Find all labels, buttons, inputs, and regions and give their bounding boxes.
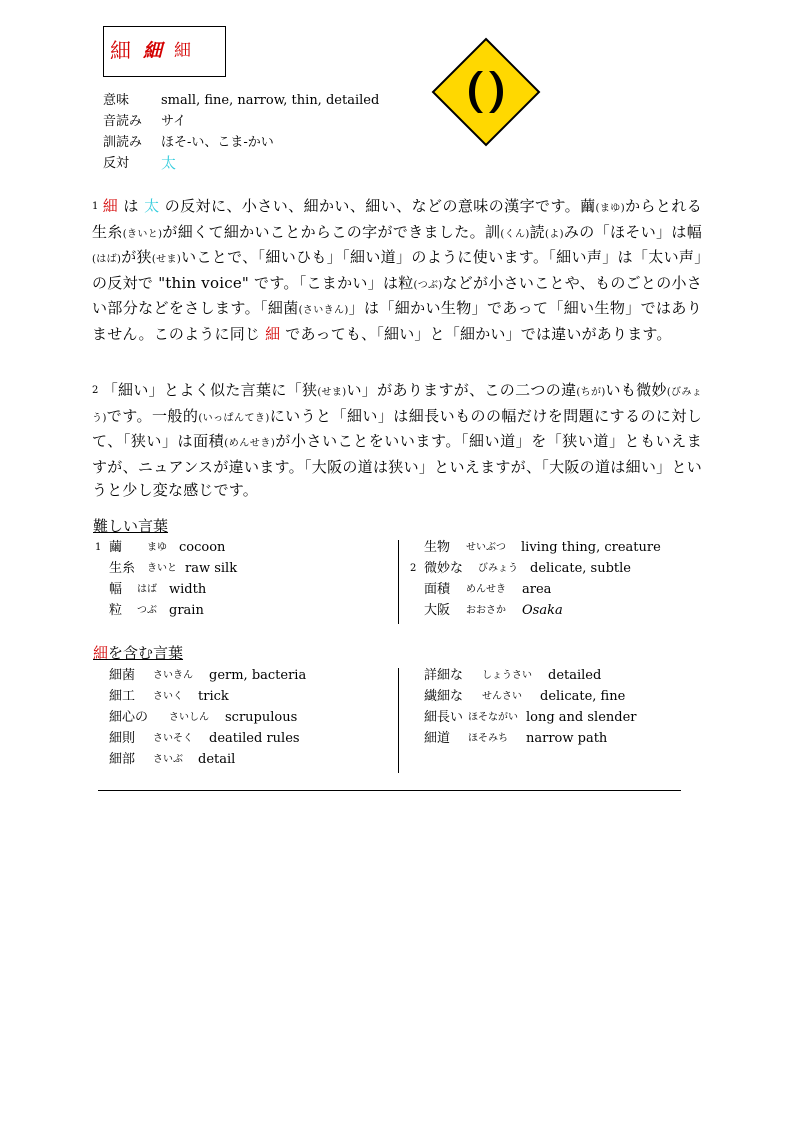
compound-kanji: 繊細な <box>424 689 464 704</box>
compound-reading: さいきん <box>153 670 193 681</box>
vocab-kanji: 微妙な <box>424 561 464 576</box>
ruby-reading: (せま) <box>151 254 181 265</box>
text: にいうと「細い」は細長いものの幅だけを問題にするのに対して、「狭い」は面積 <box>92 406 702 450</box>
vocab-english: area <box>522 582 552 597</box>
ruby-reading: (めんせき) <box>224 438 276 449</box>
opposite-value: 太 <box>161 154 177 172</box>
ruby-reading: (さいきん) <box>298 305 349 316</box>
text: いも微妙 <box>605 381 667 399</box>
vocab-reading: めんせき <box>466 584 506 595</box>
compound-english: scrupulous <box>225 710 298 725</box>
vocab-row <box>95 579 395 600</box>
compound-english: trick <box>198 689 229 704</box>
vocab-english: delicate, subtle <box>530 561 631 576</box>
meaning-row <box>103 90 379 111</box>
vocab-english: raw silk <box>185 561 238 576</box>
vocab-reading: はば <box>137 584 157 595</box>
ruby-reading: (はば) <box>92 254 122 265</box>
compound-reading: ほそながい <box>468 712 518 723</box>
vocab-number <box>410 537 424 558</box>
compound-english: deatiled rules <box>209 731 300 746</box>
compound-reading: しょうさい <box>482 670 532 681</box>
text: が狭 <box>121 248 152 266</box>
compound-reading: さいく <box>153 691 183 702</box>
ruby-reading: (いっぱんてき) <box>198 412 270 424</box>
compound-kanji: 詳細な <box>424 668 464 683</box>
vocab-row <box>410 579 710 600</box>
vocab-row <box>95 558 395 579</box>
compound-kanji: 細部 <box>109 752 136 767</box>
vocab-number: 2 <box>410 563 417 574</box>
ruby-reading: (ちが) <box>576 387 606 398</box>
vocab-english: cocoon <box>179 540 226 555</box>
vocab-row <box>410 558 710 579</box>
compounds-heading <box>93 642 183 663</box>
kanji-form-regular: 細 <box>110 39 131 63</box>
paragraph-number: 1 <box>92 201 99 212</box>
on-reading-value: サイ <box>161 114 187 129</box>
vocab-kanji: 粒 <box>109 603 123 618</box>
bottom-divider <box>98 790 681 791</box>
column-divider <box>398 540 399 624</box>
text: が小さいことをいいます。「細い道」を「狭い道」ともいえますが、ニュアンスが違います。「大阪の道は狭い」といえますが、「大阪の道は細い」というと少し変な感じです。 <box>92 432 702 499</box>
ruby-reading: (きいと) <box>122 228 163 240</box>
vocab-kanji: 大阪 <box>424 603 451 618</box>
vocab-row <box>95 537 395 558</box>
compound-reading: せんさい <box>482 691 522 702</box>
vocab-row <box>95 600 395 621</box>
text: の反対に、小さい、細かい、細い、などの意味の漢字です。繭 <box>159 197 596 215</box>
ruby-reading: (よ) <box>544 228 564 240</box>
compound-row <box>424 665 724 686</box>
text: です。一般的 <box>106 406 199 425</box>
on-reading-label: 音読み <box>103 114 143 129</box>
vocab-reading: びみょう <box>478 563 518 574</box>
compound-kanji: 細道 <box>424 731 451 746</box>
difficult-words-left <box>95 537 395 621</box>
vocab-number <box>95 579 109 600</box>
compound-row <box>109 686 394 707</box>
compound-row <box>109 707 394 728</box>
compounds-right <box>424 665 724 749</box>
vocab-number <box>95 558 109 579</box>
vocab-reading: まゆ <box>147 542 167 553</box>
compound-reading: さいしん <box>169 712 209 723</box>
kanji-form-small: 細 <box>174 41 192 61</box>
kanji-form-brush: 細 <box>143 40 163 62</box>
vocab-number <box>410 600 424 621</box>
vocab-number <box>410 579 424 600</box>
compound-english: detail <box>198 752 236 767</box>
meaning-label: 意味 <box>103 93 130 108</box>
ruby-reading: (びみょう) <box>92 387 702 424</box>
compound-row <box>424 707 724 728</box>
paragraph-1 <box>92 195 702 346</box>
heading-text: を含む言葉 <box>108 644 184 662</box>
kun-reading-value: ほそ-い、こま-かい <box>161 135 274 150</box>
meaning-value: small, fine, narrow, thin, detailed <box>161 93 380 108</box>
vocab-reading: つぶ <box>137 605 157 616</box>
ruby-reading: (まゆ) <box>595 203 625 214</box>
kun-reading-row <box>103 132 379 153</box>
text: は <box>118 197 145 215</box>
vocab-reading: おおさか <box>466 605 506 616</box>
vocab-kanji: 繭 <box>109 540 123 555</box>
compounds-left <box>109 665 394 770</box>
column-divider <box>398 668 399 773</box>
vocab-reading: せいぶつ <box>466 542 506 553</box>
compound-english: detailed <box>548 668 602 683</box>
opposite-row <box>103 153 379 174</box>
difficult-words-heading: 難しい言葉 <box>93 517 169 535</box>
compound-reading: さいそく <box>153 733 193 744</box>
compound-english: narrow path <box>526 731 608 746</box>
text: からとれる生糸 <box>92 197 702 241</box>
compound-kanji: 細心の <box>109 710 149 725</box>
paragraph-2 <box>92 379 702 503</box>
vocab-number: 1 <box>95 542 102 553</box>
heading-kanji: 細 <box>93 644 109 662</box>
compound-reading: ほそみち <box>468 733 508 744</box>
vocab-reading: きいと <box>147 563 177 574</box>
compound-reading: さいぶ <box>153 754 183 765</box>
compound-kanji: 細菌 <box>109 668 136 683</box>
compound-row <box>109 728 394 749</box>
on-reading-row <box>103 111 379 132</box>
ruby-reading: (つぶ) <box>413 279 443 291</box>
compound-kanji: 細工 <box>109 689 136 704</box>
vocab-kanji: 幅 <box>109 582 123 597</box>
text: いことで、「細いひも」「細い道」のように使います。「細い声」は「太い声」の反対で "thin voice" です。「こまかい」は粒 <box>92 248 702 292</box>
compound-kanji: 細長い <box>424 710 464 725</box>
compound-row <box>424 728 724 749</box>
compound-row <box>109 665 394 686</box>
kun-reading-label: 訓読み <box>103 135 143 150</box>
highlight-kanji: 細 <box>102 197 119 215</box>
compound-row <box>424 686 724 707</box>
highlight-kanji: 細 <box>265 324 281 343</box>
vocab-english: living thing, creature <box>521 540 661 555</box>
text: 」は「細かい生物」であって「細い生物」ではありません。このように同じ <box>92 299 702 343</box>
compound-kanji: 細則 <box>109 731 136 746</box>
compound-row <box>109 749 394 770</box>
text: 「細い」とよく似た言葉に「狭 <box>102 381 318 399</box>
text: が細くて細かいことからこの字ができました。訓 <box>162 222 501 241</box>
vocab-english: width <box>169 582 207 597</box>
compound-english: delicate, fine <box>540 689 626 704</box>
compound-english: germ, bacteria <box>209 668 307 683</box>
highlight-kanji-opposite: 太 <box>144 197 160 215</box>
text: 読 <box>529 222 545 241</box>
vocab-kanji: 生物 <box>424 540 451 555</box>
vocab-row <box>410 537 710 558</box>
text: などが小さいことや、ものごとの小さい部分などをさします。「細菌 <box>92 273 702 317</box>
vocab-kanji: 面積 <box>424 582 451 597</box>
vocab-english: Osaka <box>522 603 563 618</box>
kanji-info <box>103 90 379 174</box>
ruby-reading: (くん) <box>500 228 530 240</box>
ruby-reading: (せま) <box>317 387 347 398</box>
kanji-forms-box <box>103 26 226 77</box>
vocab-english: grain <box>169 603 204 618</box>
paragraph-number: 2 <box>92 385 99 396</box>
opposite-label: 反対 <box>103 156 130 171</box>
difficult-words-right <box>410 537 710 621</box>
vocab-number <box>95 600 109 621</box>
text: い」がありますが、この二つの違 <box>346 381 577 399</box>
vocab-kanji: 生糸 <box>109 561 136 576</box>
vocab-row <box>410 600 710 621</box>
text: であっても、「細い」と「細かい」では違いがあります。 <box>280 324 672 343</box>
compound-english: long and slender <box>526 710 637 725</box>
narrow-road-warning-sign-icon <box>431 37 541 147</box>
text: みの「ほそい」は幅 <box>563 222 702 241</box>
